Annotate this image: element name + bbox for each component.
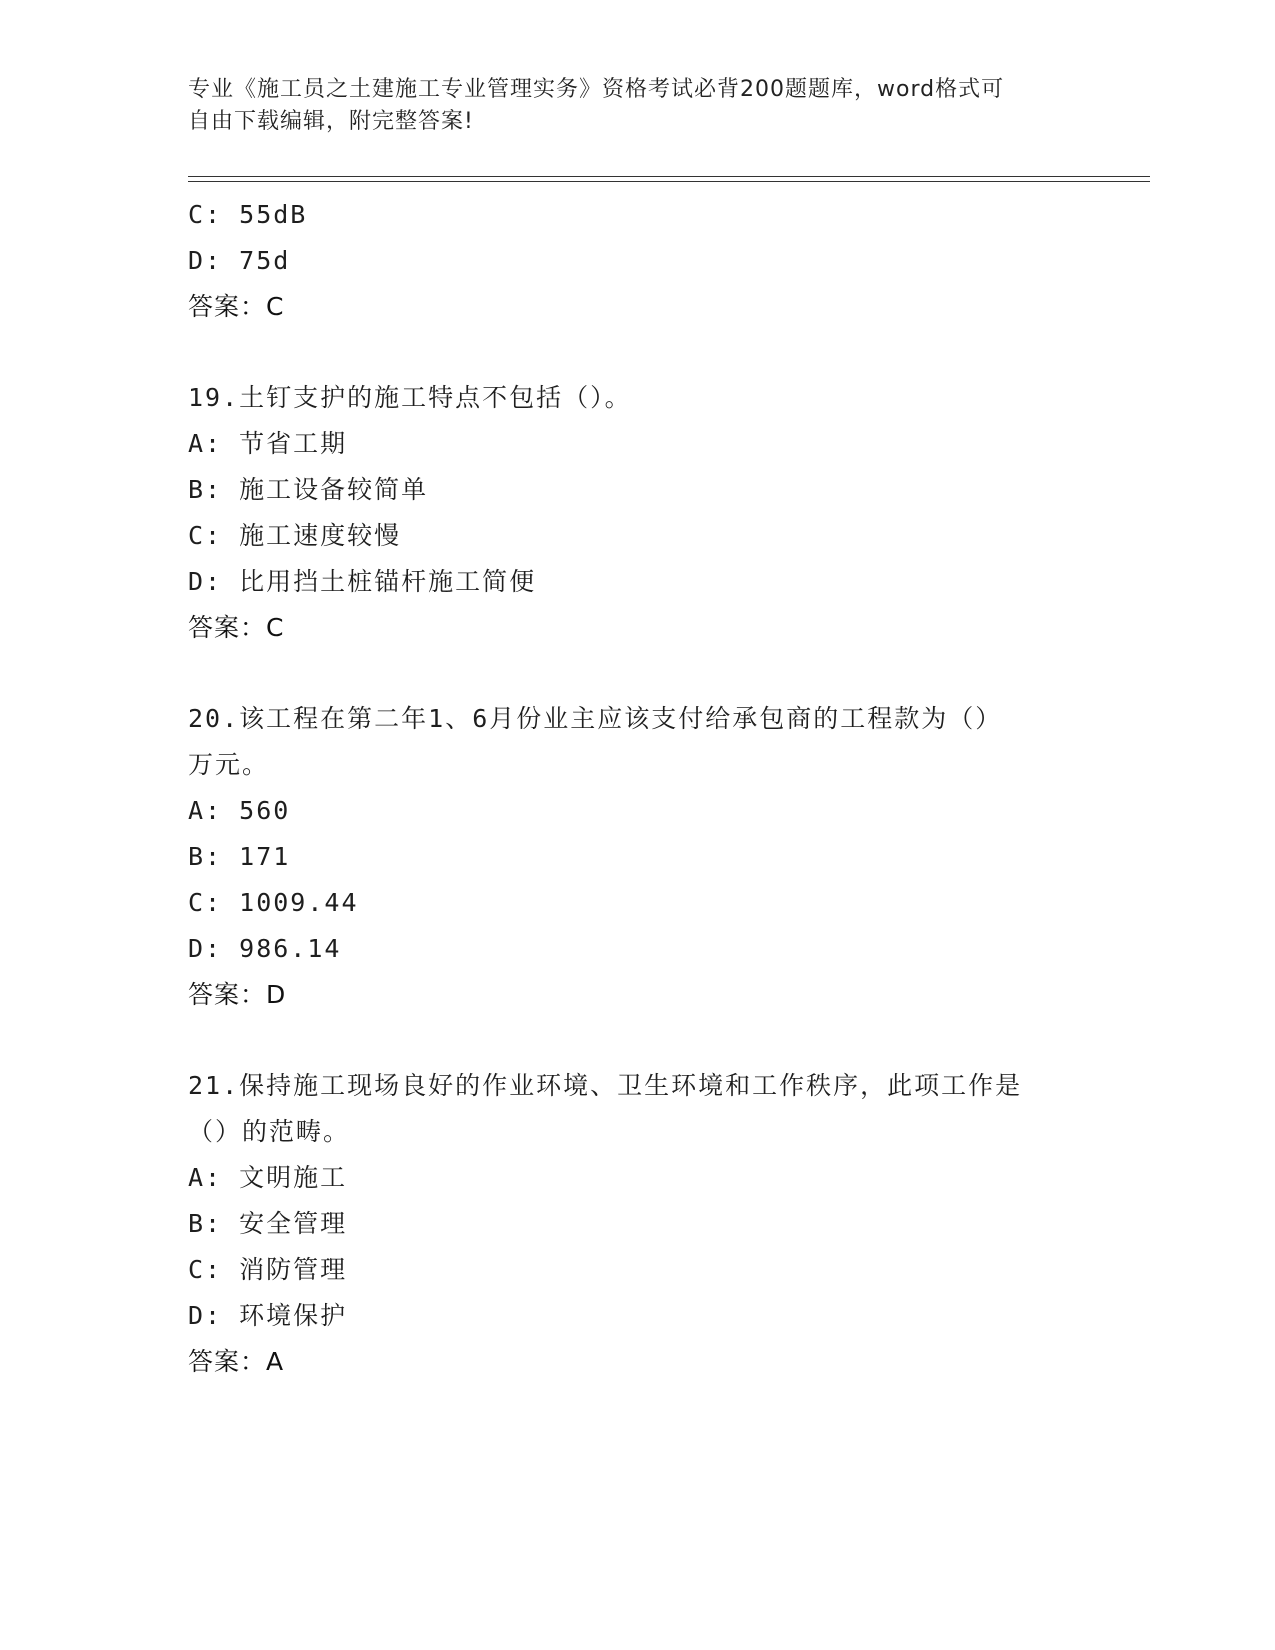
option-a: A: 文明施工 [188,1163,348,1192]
question-stem-line-1: 20.该工程在第二年1、6月份业主应该支付给承包商的工程款为（） [188,704,1003,733]
option-b: B: 安全管理 [188,1209,348,1238]
option-d: D: 75d [188,246,291,275]
spacer [188,1018,1088,1063]
question-list [188,192,1088,1385]
spacer [188,651,1088,696]
header-rule-bottom [188,181,1150,182]
option-c: C: 55dB [188,200,308,229]
header-rule-top [188,176,1150,177]
spacer [188,330,1088,375]
question-18-tail [188,192,1088,330]
option-c: C: 1009.44 [188,888,359,917]
answer-line: 答案：D [188,980,287,1009]
header-line-2: 自由下载编辑，附完整答案! [188,109,474,134]
option-a: A: 560 [188,796,291,825]
option-c: C: 施工速度较慢 [188,521,402,550]
question-stem-line-1: 21.保持施工现场良好的作业环境、卫生环境和工作秩序，此项工作是 [188,1071,1023,1100]
question-20 [188,696,1088,1018]
option-d: D: 环境保护 [188,1301,348,1330]
question-stem-line-2: （）的范畴。 [188,1117,351,1146]
answer-line: 答案：C [188,613,285,642]
question-19 [188,375,1088,651]
option-b: B: 施工设备较简单 [188,475,429,504]
question-21 [188,1063,1088,1385]
option-c: C: 消防管理 [188,1255,348,1284]
header-line-1: 专业《施工员之土建施工专业管理实务》资格考试必背200题题库，word格式可 [188,77,1005,102]
document-header [188,74,1088,138]
answer-line: 答案：C [188,292,285,321]
option-b: B: 171 [188,842,291,871]
option-d: D: 986.14 [188,934,342,963]
option-a: A: 节省工期 [188,429,348,458]
answer-line: 答案：A [188,1347,285,1376]
question-stem-line-2: 万元。 [188,750,270,779]
option-d: D: 比用挡土桩锚杆施工简便 [188,567,537,596]
question-stem: 19.土钉支护的施工特点不包括（）。 [188,383,632,412]
